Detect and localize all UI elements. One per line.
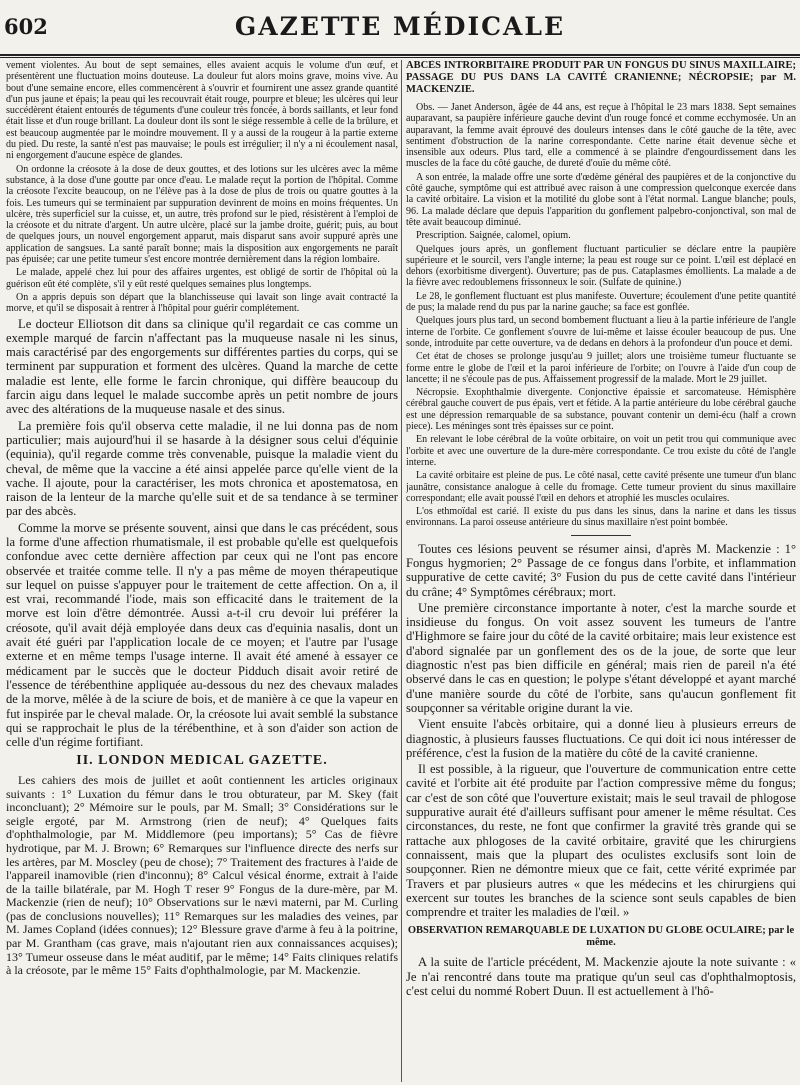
short-divider [571,535,631,536]
page-header [0,0,800,56]
left-column [6,60,398,1082]
paragraph: Quelques jours plus tard, un second bombement fluctuant a lieu à la partie inférieure de l'angle interne de l'orbite. Ce gonflement s'ouvre de lui-même et laisse écouler beaucoup de pus. Une sonde, introduite par cette ouverture, va de dedans en dehors à la profondeur d'un pouce et demi. [406,315,796,349]
paragraph: Prescription. Saignée, calomel, opium. [416,230,571,242]
paragraph: Nécropsie. Exophthalmie divergente. Conjonctive épaissie et sarcomateuse. Hémisphère cérébral gauche couvert de pus épais, vert et fétide. A la partie antérieure du lobe cérébral gauche est une dépression remarquable de sa substance, pouvant contenir un demi-écu (half a crown piece). Les méninges sont très épaisses sur ce point. [406,387,796,433]
article-title: OBSERVATION REMARQUABLE DE LUXATION DU GLOBE OCULAIRE; par le même. [407,925,795,949]
right-large-text-2 [406,955,796,998]
journal-title: GAZETTE MÉDICALE [234,12,566,41]
paragraph: Cet état de choses se prolonge jusqu'au 9 juillet; alors une troisième tumeur fluctuante se forme entre le globe de l'œil et la paroi inférieure de l'orbite; on l'ouvre à l'aide d'un coup de lancette; il ne s'écoule pas de pus. Affaissement progressif de la malade. Mort le 29 juillet. [406,351,796,385]
paragraph: La première fois qu'il observa cette maladie, il ne lui donna pas de nom particulier; mais aujourd'hui il se hasarde à la désigner sous celui d'équinie (equinia), qu'il regarde comme très convenable, puisque la maladie vient du cheval, de même que la vaccine a été ainsi appelée parce qu'elle vient de la vache. Il ajoute, pour la caractériser, les mots chronica et apostematosa, en raison de la lenteur de la marche qu'elle suit et de sa tendance à se terminer par des abcès. [6,418,398,519]
paragraph: Une première circonstance importante à noter, c'est la marche sourde et insidieuse du fongus. On voit assez souvent les tumeurs de l'antre d'Highmore se faire jour du côté de la cavité orbitaire; mais leur existence est d'abord signalée par un gonflement des os de la joue, de sorte que leur diagnostic n'est pas bien difficile en général; mais rien de pareil n'a été observé dans le cas en question; le polype s'étant développé et ayant marché d'une manière sourde du côté de l'orbite, sans qu'aucun gonflement fit soupçonner sa véritable origine durant la vie. [406,600,796,715]
left-list-text [6,774,398,978]
paragraph: Quelques jours après, un gonflement fluctuant particulier se déclare entre la paupière supérieure et le sourcil, vers l'angle interne; la peau est rouge sur ce point. L'œil est déplacé en dehors (exorbitisme divergent). Ouverture; pas de pus. Cataplasmes émollients. La malade a de la fièvre avec redoublemens frissonneux le soir. (Sulfate de quinine.) [406,243,796,289]
left-small-text [6,60,398,315]
paragraph: Il est possible, à la rigueur, que l'ouverture de communication entre cette cavité et l'orbite ait été produite par l'action compressive même du fongus; car c'est de son côté que l'ouverture existait; mais le seul travail de phlogose suppurative aurait été d'ailleurs suffisant pour amener le même résultat. Ces circonstances, du reste, ne font que confirmer la gravité très grande qui se rattache aux phlogoses de la cavité orbitaire, gravité que les chirurgiens connaissent, mais que la plupart des oculistes exclusifs sont loin de soupçonner. Rien ne démontre mieux que ce fait, cette vérité exprimée par Travers et par plusieurs autres « que les médecins et les chirurgiens qui exercent sur toutes les branches de la science sont seuls capables de bien comprendre et traiter les maladies de l'œil. » [406,762,796,920]
right-column [406,60,796,1082]
right-large-text [406,542,796,920]
header-rule [0,57,800,58]
paragraph: Vient ensuite l'abcès orbitaire, qui a donné lieu à plusieurs erreurs de diagnostic, à plusieurs fausses fluctuations. Ce qui doit ici nous intéresser de préférence, c'est la fusion de la matière du côté de la cavité cranienne. [406,717,796,760]
paragraph: Obs. — Janet Anderson, âgée de 44 ans, est reçue à l'hôpital le 23 mars 1838. Sept semaines auparavant, sa paupière inférieure gauche devint d'un rouge foncé et comme ecchymosée. Un an auparavant, la femme avait éprouvé des douleurs intenses dans le côté gauche de la tête, avec sentiment d'obstruction de la narine correspondante. Cette narine était devenue sèche et insensible aux odeurs. Plus tard, elle a commencé à se plaindre d'engourdissement dans les muscles de la face du côté gauche, de dureté d'ouïe du même côté. [406,102,796,170]
section-title: II. LONDON MEDICAL GAZETTE. [76,753,328,769]
paragraph: vement violentes. Au bout de sept semaines, elles avaient acquis le volume d'un œuf, et présentèrent une fluctuation moins douteuse. La douleur fut alors moins grave, moins vive. Au bout d'une semaine encore, elles commencèrent à s'ouvrir et fournirent une assez grande quantité d'un pus jaune et épais; la peau qui les recouvrait était rouge, pourpre et bleue; les ulcères qui leur succédèrent étaient entourés de téguments d'une couleur très foncée, à bords saillants, et leur fond était lisse et d'un rouge brillant. La douleur dont ils sont le siége ressemble à celle de la brûlure, et est beaucoup augmentée par le moindre mouvement. Il y a aussi de la rougeur à la partie externe du pied. Du reste, la santé n'est pas mauvaise; le pouls est irrégulier; il n'y a ni écoulement nasal, ni engorgement d'aucune espèce de glandes. [6,60,398,162]
paragraph: On ordonne la créosote à la dose de deux gouttes, et des lotions sur les ulcères avec la même substance, à la dose d'une goutte par once d'eau. Le malade reçut la portion de l'hôpital. Comme la créosote l'excite beaucoup, on ne l'élève pas à la dose de plus de trois ou quatre gouttes à la fois. Les tumeurs qui se terminaient par suppuration devinrent de moins en moins fréquentes. Un ulcère, très superficiel sur la cuisse, et, un autre, très profond sur le pied, résistèrent à l'emploi de la créosote et du nitrate d'argent. Un autre ulcère, placé sur la jambe droite, guérit; puis, au bout de quelques jours, un nouvel engorgement apparut, mais disparut sans avoir suppuré après une application de sangsues. La santé paraît bonne; mais la disposition aux engorgements ne paraît pas épuisée; car une petite tumeur s'est encore montrée dernièrement dans la région lombaire. [6,163,398,266]
paragraph: Le docteur Elliotson dit dans sa clinique qu'il regardait ce cas comme un exemple marqué de farcin n'affectant pas la muqueuse nasale ni les sinus, mais caractérisé par des engorgements sur différentes parties du corps, qui se terminent par suppuration et forment des ulcères. Quand la marche de cette maladie est lente, elle forme le farcin chronique, qui diffère beaucoup du farcin aigu dans lequel le malade succombe après un petit nombre de jours avec des altérations de la muqueuse nasale et des sinus. [6,316,398,417]
paragraph: L'os ethmoïdal est carié. Il existe du pus dans les sinus, dans la narine et dans les tissus environnans. La paroi osseuse antérieure du sinus maxillaire n'est point bombée. [406,506,796,529]
paragraph: En relevant le lobe cérébral de la voûte orbitaire, on voit un petit trou qui communique avec l'orbite et avec une ouverture de la dure-mère correspondante. Ce trou existe du côté de l'angle interne. [406,434,796,468]
article-title: ABCÈS INTRORBITAIRE PRODUIT PAR UN FONGUS DU SINUS MAXILLAIRE; PASSAGE DU PUS DANS LA CAVITÉ CRANIENNE; NÉCROPSIE; par M. MACKENZIE. [406,60,796,95]
paragraph: Les cahiers des mois de juillet et août contiennent les articles originaux suivants : 1° Luxation du fémur dans le trou obturateur, par M. Skey (fait inconcluant); 2° Mémoire sur le pouls, par M. Small; 3° Considérations sur le seigle ergoté, par M. Armstrong (rien de neuf); 4° Quelques faits d'ophthalmologie, par M. Middlemore (peu importans); 5° Cas de fièvre hydrotique, par M. J. Brown; 6° Remarques sur l'influence directe des nerfs sur les artères, par M. Moscley (peu de chose); 7° Traitement des fractures à l'aide de l'appareil inamovible (rien d'inconnu); 8° Calcul vésical énorme, extrait à l'aide de la taille bilatérale, par M. Hogh T reser 9° Fongus de la dure-mère, par M. Mackenzie (rien de neuf); 10° Observations sur le nævi materni, par M. Curling (pas de conclusions nouvelles); 11° Remarques sur les maladies des veines, par M. James Copland (idées connues); 12° Blessure grave d'arme à feu à la poitrine, par M. Grantham (cas grave, mais n'ajoutant rien aux connaissances acquises); 13° Tumeur osseuse dans le méat auditif, par le même; 14° Faits cliniques relatifs à la créosote, par le même 15° Faits d'ophthalmologie, par M. Mackenzie. [6,772,398,978]
column-divider [401,60,402,1082]
paragraph: Comme la morve se présente souvent, ainsi que dans le cas précédent, sous la forme d'une affection rhumatismale, il est probable qu'elle est quelquefois confondue avec cette dernière affection par ceux qui ne l'ont pas encore observée et traitée comme telle. Il n'y a pas même de moyen thérapeutique sur lequel on puisse s'appuyer pour le traitement de cette affection. On a, il est vrai, recommandé l'iode, mais son efficacité dans le traitement de la morve est loin d'être démontrée. Aussi a-t-il cru devoir lui préférer la créosote, qu'il avait déjà employée dans deux cas d'equinia nasalis, dont un avait été guéri par l'application locale de ce moyen; et l'autre par l'usage externe et en même temps l'usage interne. Il avait été amené à essayer ce médicament par le succès que le docteur Pidduch disait avoir retiré de l'essence de térébenthine appliquée au-dessous du nez des chevaux malades de la morve, mêlée à de la sciure de bois, et de manière à ce que la vapeur en fut inspirée par le cheval malade. Or, la créosote lui avait semblé la substance qui se rapprochait le plus de la térébenthine, et à son d'aider son action de celle d'un régime fortifiant. [6,520,398,750]
left-large-text [6,317,398,750]
paragraph: Le 28, le gonflement fluctuant est plus manifeste. Ouverture; écoulement d'une petite quantité de pus; la malade rend du pus par la narine gauche; sa face est gonflée. [406,290,796,314]
paragraph: Toutes ces lésions peuvent se résumer ainsi, d'après M. Mackenzie : 1° Fongus hygmorien; 2° Passage de ce fongus dans l'orbite, et inflammation suppurative de cette cavité; 3° Fusion du pus de cette cavité dans l'intérieur du crâne; 4° Symptômes cérébraux; mort. [406,541,796,599]
page-number: 602 [4,14,48,39]
paragraph: On a appris depuis son départ que la blanchisseuse qui lavait son linge avait contracté la morve, et qu'il se disposait à rentrer à l'hôpital pour guérir complétement. [6,291,398,315]
paragraph: A la suite de l'article précédent, M. Mackenzie ajoute la note suivante : « Je n'ai rencontré dans toute ma pratique qu'un seul cas d'ophthalmoptosis, c'est celui du nommé Robert Duun. Il est actuellement à l'hô- [406,955,796,998]
paragraph: Le malade, appelé chez lui pour des affaires urgentes, est obligé de sortir de l'hôpital où la guérison eût été complète, s'il y eût resté quelques semaines plus longtemps. [6,267,398,290]
paragraph: La cavité orbitaire est pleine de pus. Le côté nasal, cette cavité présente une tumeur d'un blanc jaunâtre, consistance analogue à celle du fromage. Cette tumeur provient du sinus maxillaire correspondant; elle avait poussé l'œil en dehors et atrophié les muscles oculaires. [406,470,796,504]
right-small-text [406,102,796,529]
paragraph: A son entrée, la malade offre une sorte d'œdème général des paupières et de la conjonctive du côté gauche, symptôme qui est attribué avec raison à une compression quelconque exercée dans la cavité orbitaire. La vision et la motilité du globe sont à l'état normal. Langue blanche; pouls, 96. La malade déclare que depuis l'apparition du gonflement palpebro-conjonctival, son mal de tête avait beaucoup diminué. [406,171,796,228]
